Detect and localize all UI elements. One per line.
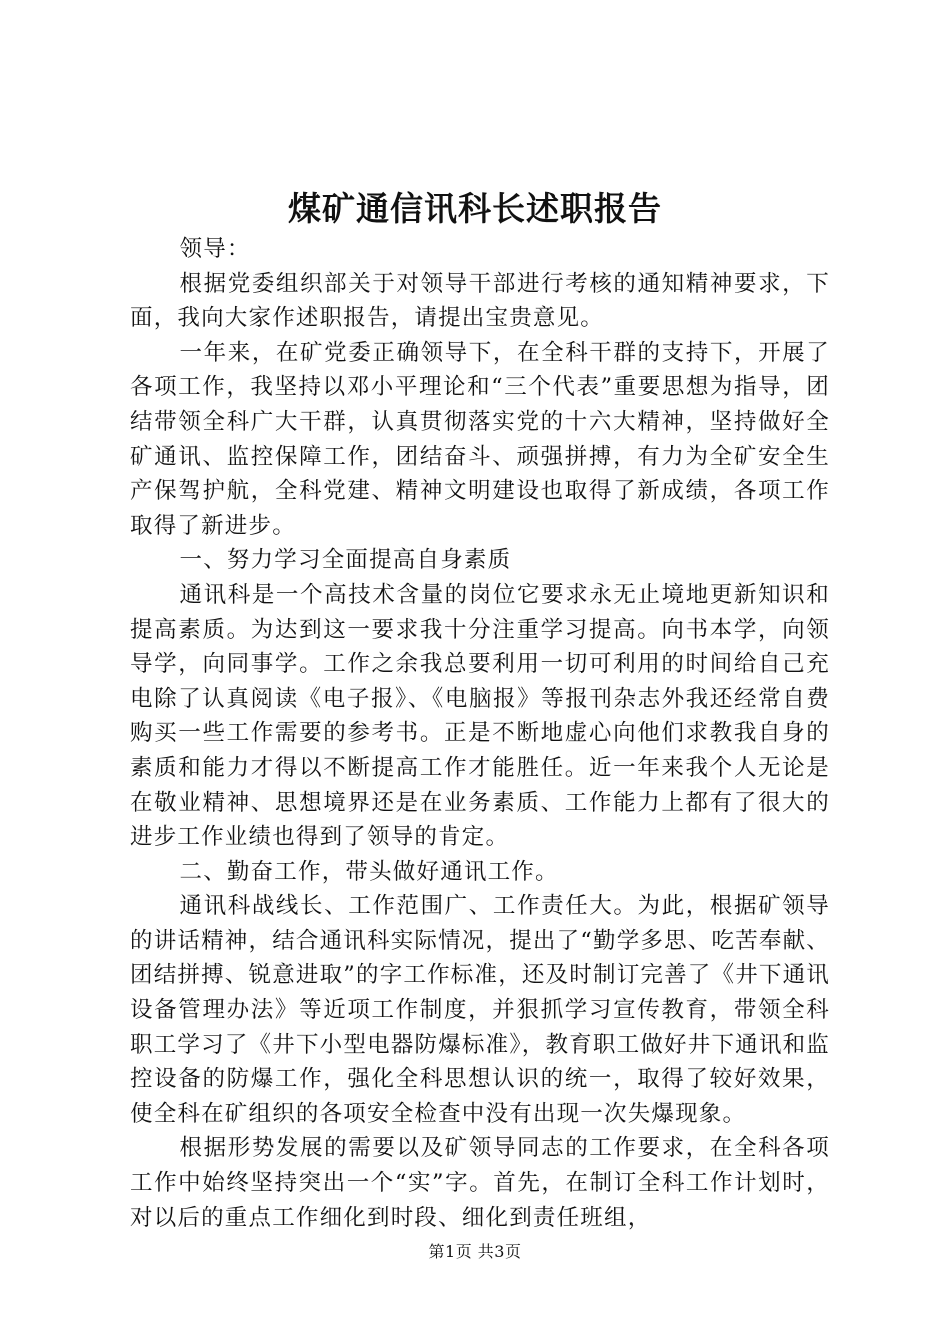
body-paragraph: 根据形势发展的需要以及矿领导同志的工作要求，在全科各项工作中始终坚持突出一个“实”字。首先，在制订全科工作计划时，对以后的重点工作细化到时段、细化到责任班组， [130, 1135, 830, 1231]
body-paragraph: 通讯科是一个高技术含量的岗位它要求永无止境地更新知识和提高素质。为达到这一要求我十分注重学习提高。向书本学，向领导学，向同事学。工作之余我总要利用一切可利用的时间给自己充电除了认真阅读《电子报》、《电脑报》等报刊杂志外我还经常自费购买一些工作需要的参考书。正是不断地虚心向他们求教我自身的素质和能力才得以不断提高工作才能胜任。近一年来我个人无论是在敬业精神、思想境界还是在业务素质、工作能力上都有了很大的进步工作业绩也得到了领导的肯定。 [130, 581, 830, 851]
body-paragraph: 一年来，在矿党委正确领导下，在全科干群的支持下，开展了各项工作，我坚持以邓小平理论和“三个代表”重要思想为指导，团结带领全科广大干群，认真贯彻落实党的十六大精神，坚持做好全矿通讯、监控保障工作，团结奋斗、顽强拼搏，有力为全矿安全生产保驾护航，全科党建、精神文明建设也取得了新成绩，各项工作取得了新进步。 [130, 339, 830, 539]
page-footer: 第1页 共3页 [428, 1242, 522, 1261]
document-title: 煤矿通信讯科长述职报告 [288, 189, 662, 228]
section-heading: 一、努力学习全面提高自身素质 [179, 547, 512, 574]
section-heading: 二、勤奋工作，带头做好通讯工作。 [179, 858, 559, 885]
salutation: 领导： [179, 236, 251, 262]
body-paragraph: 通讯科战线长、工作范围广、工作责任大。为此，根据矿领导的讲话精神，结合通讯科实际情况，提出了“勤学多思、吃苦奉献、团结拼搏、锐意进取”的字工作标准，还及时制订完善了《井下通讯设备管理办法》等近项工作制度，并狠抓学习宣传教育，带领全科职工学习了《井下小型电器防爆标准》，教育职工做好井下通讯和监控设备的防爆工作，强化全科思想认识的统一，取得了较好效果，使全科在矿组织的各项安全检查中没有出现一次失爆现象。 [130, 893, 831, 1127]
document-body [130, 232, 830, 1235]
body-paragraph: 根据党委组织部关于对领导干部进行考核的通知精神要求，下面，我向大家作述职报告，请提出宝贵意见。 [130, 270, 830, 332]
